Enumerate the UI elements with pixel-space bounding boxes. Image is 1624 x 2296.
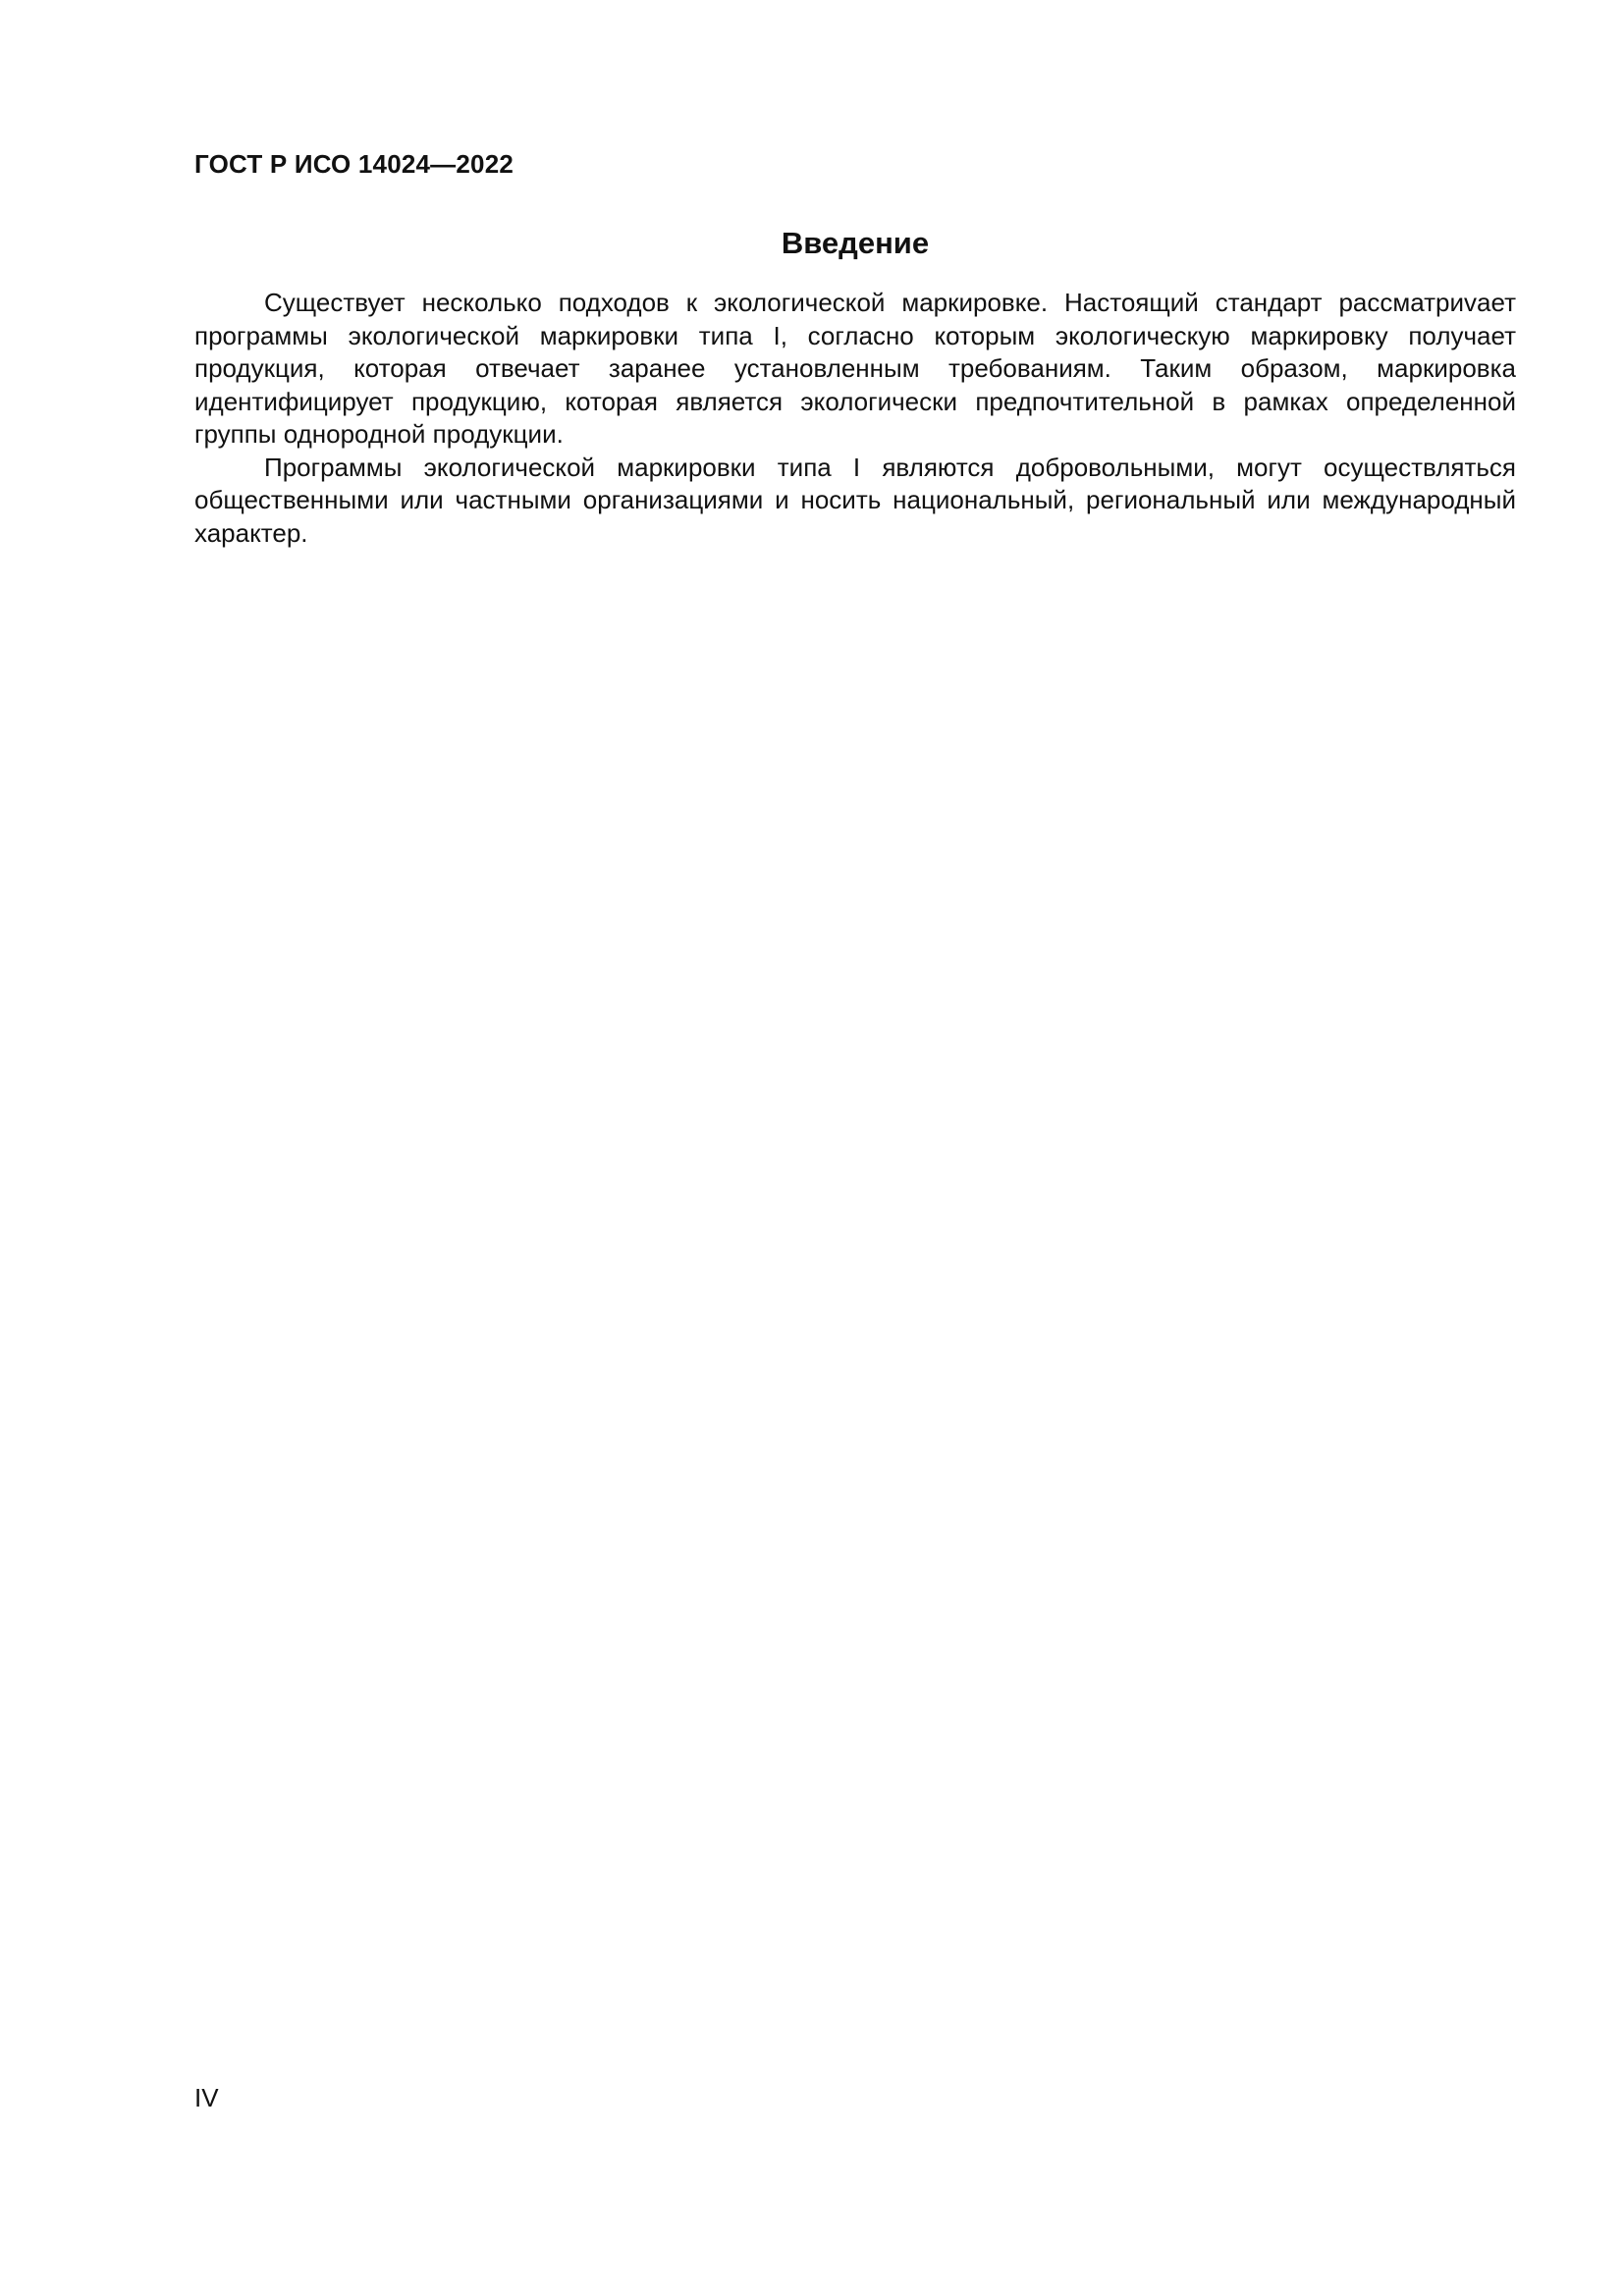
section-title: Введение (781, 226, 930, 260)
body-text (194, 287, 1516, 550)
paragraph-2: Программы экологической маркировки типа I являются добровольными, могут осуществляться общественными или частными организациями и носить национальный, региональный или международный характер. (194, 452, 1516, 548)
page-number: IV (194, 2083, 219, 2112)
paragraph-1: Существует несколько подходов к экологической маркировке. Настоящий стандарт рассматриvает программы экологической маркировки типа I, согласно которым экологическую маркировку получает продукция, которая отвечает заранее установленным требованиям. Таким образом, маркировка идентифицирует продукцию, которая является экологически предпочтительной в рамках определенной группы однородной продукции. (194, 288, 1516, 449)
standard-code-header: ГОСТ Р ИСО 14024—2022 (194, 149, 514, 179)
